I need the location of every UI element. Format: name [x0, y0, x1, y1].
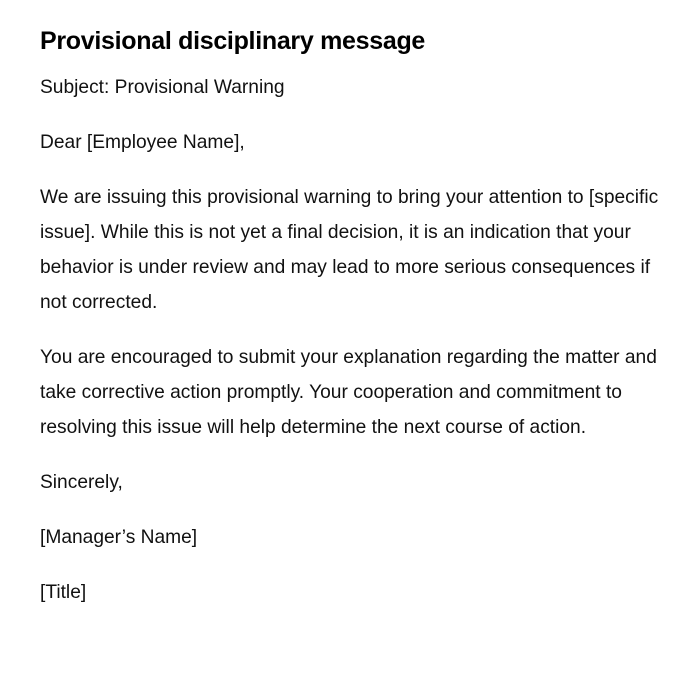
signature-name: [Manager’s Name]	[40, 527, 198, 548]
document-title: Provisional disciplinary message	[40, 27, 426, 55]
closing: Sincerely,	[40, 472, 123, 493]
signature-title: [Title]	[40, 582, 87, 603]
body-paragraph-1: We are issuing this provisional warning to bring your attention to [specific issue]. While this is not yet a final decision, it is an indication that your behavior is under review and may lead to more serious consequences if not corrected.	[40, 187, 659, 313]
subject-line: Subject: Provisional Warning	[40, 77, 285, 98]
salutation: Dear [Employee Name],	[40, 132, 245, 153]
body-paragraph-2: You are encouraged to submit your explanation regarding the matter and take corrective action promptly. Your cooperation and commitment to resolving this issue will help determine the next course of action.	[40, 347, 657, 438]
